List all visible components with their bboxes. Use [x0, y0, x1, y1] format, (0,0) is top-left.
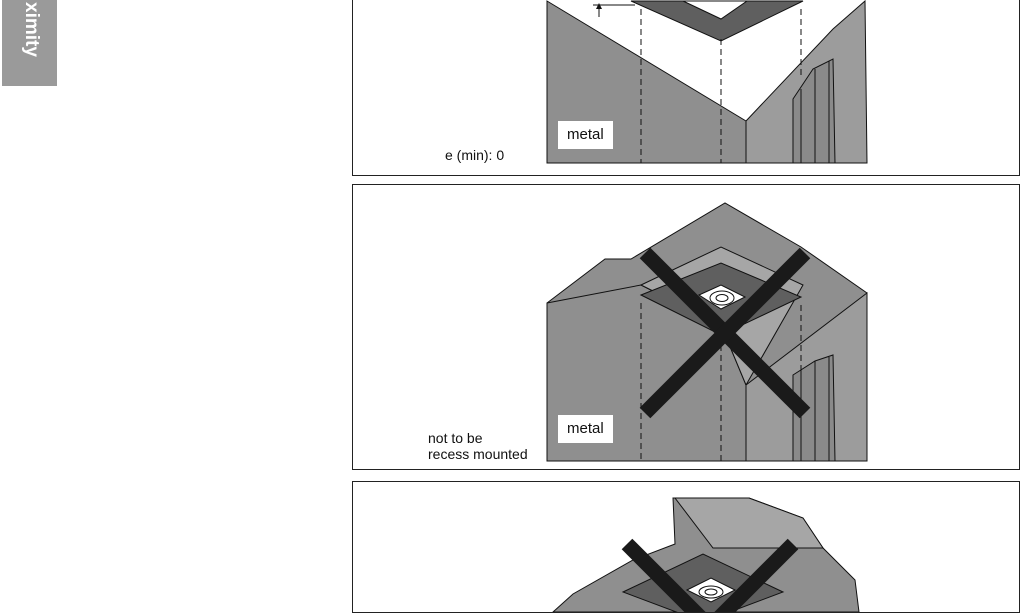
warning-caption-line2: recess mounted: [428, 446, 528, 462]
diagram-panel-recess-mount: [352, 184, 1020, 470]
metal-label: metal: [558, 121, 613, 149]
section-tab: [2, 0, 57, 86]
protruding-edge-illustration: [353, 482, 1019, 612]
min-distance-caption: e (min): 0: [445, 147, 505, 163]
metal-label: metal: [558, 415, 613, 443]
recess-mount-illustration: [353, 185, 1019, 469]
diagram-panel-partial: [352, 481, 1020, 613]
warning-caption-line1: not to be: [428, 430, 483, 446]
diagram-panel-flush-mount: [352, 0, 1020, 176]
section-tab-label: ximity: [21, 2, 42, 57]
